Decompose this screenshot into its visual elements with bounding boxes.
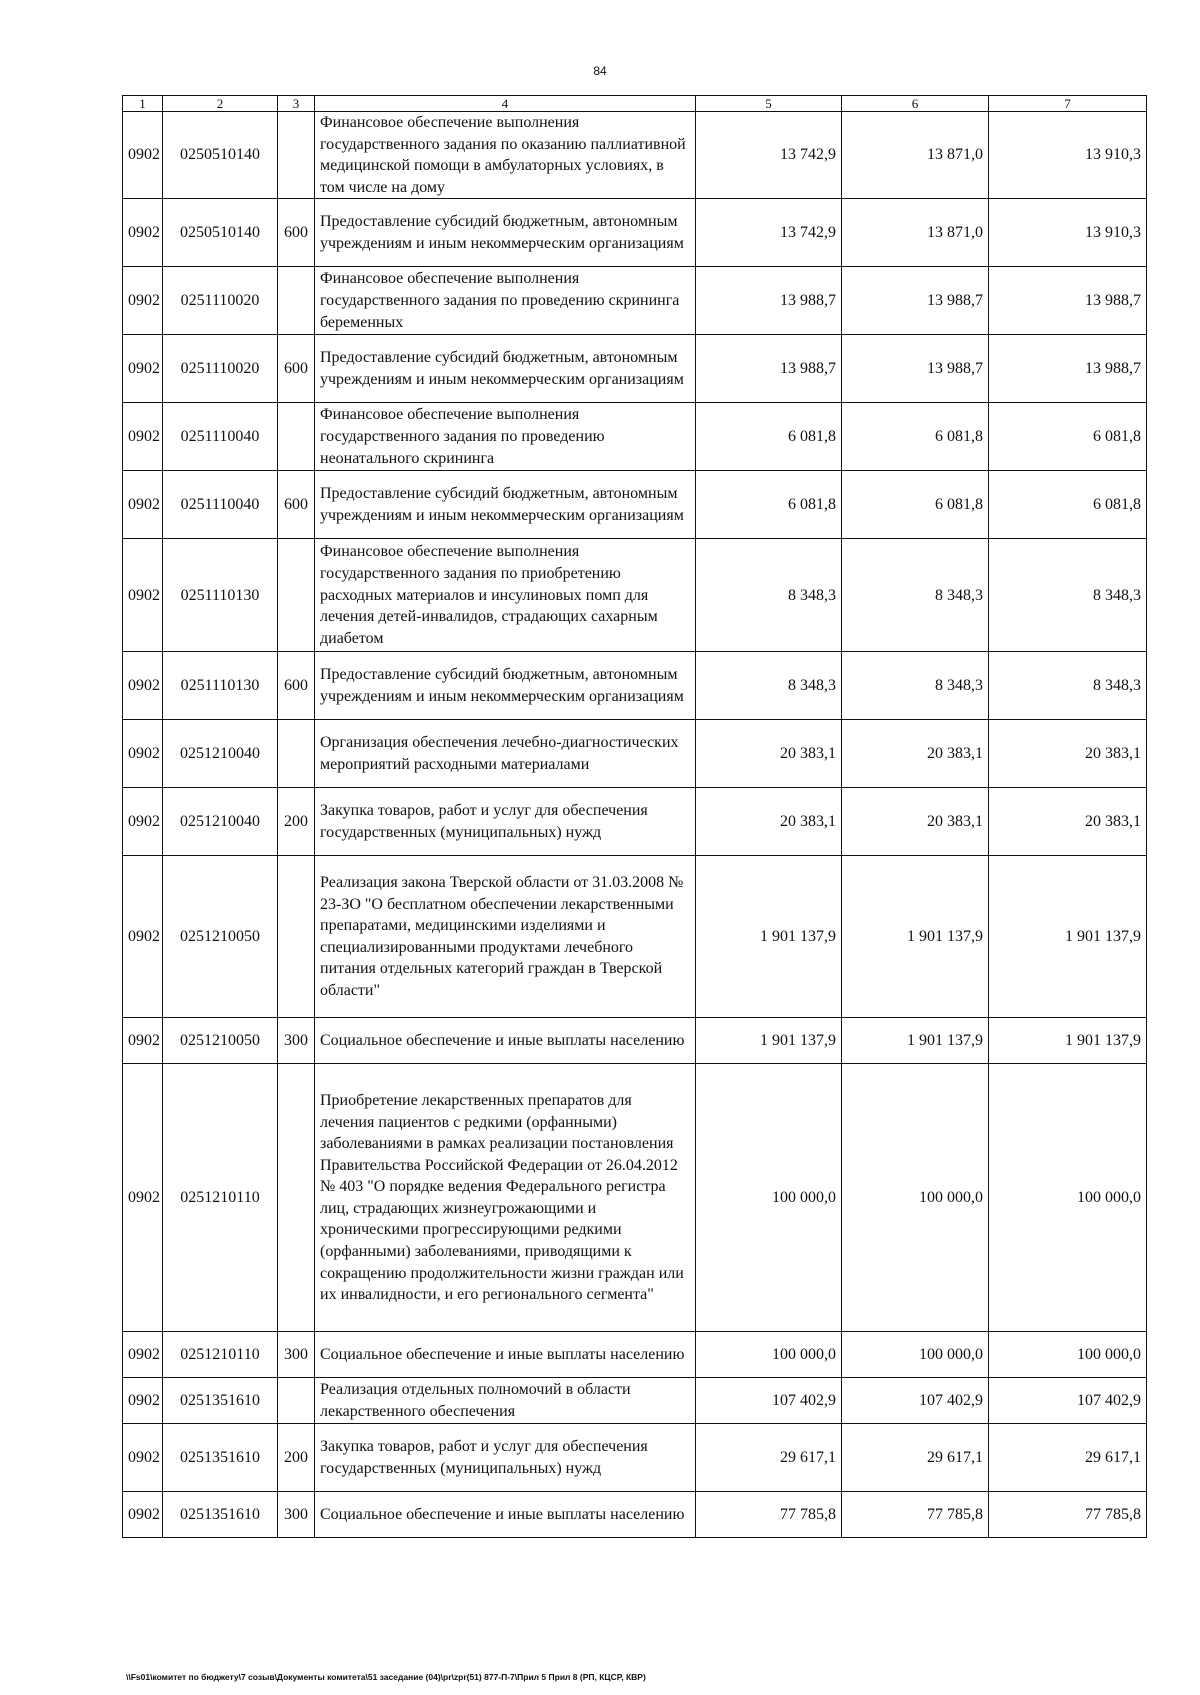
amount-cell-col5: 13 742,9 xyxy=(696,199,842,267)
expense-type-cell: 200 xyxy=(278,1424,315,1492)
expense-type-cell: 300 xyxy=(278,1332,315,1378)
expense-type-cell: 200 xyxy=(278,788,315,856)
amount-cell-col7: 13 988,7 xyxy=(989,267,1147,335)
expense-type-cell: 600 xyxy=(278,335,315,403)
amount-cell-col7: 20 383,1 xyxy=(989,720,1147,788)
amount-cell-col5: 1 901 137,9 xyxy=(696,1018,842,1064)
section-code-cell: 0902 xyxy=(123,1492,163,1538)
table-row xyxy=(123,652,1147,720)
expense-type-cell xyxy=(278,539,315,652)
table-row xyxy=(123,856,1147,1018)
section-code-cell: 0902 xyxy=(123,539,163,652)
expense-type-cell xyxy=(278,112,315,199)
amount-cell-col6: 1 901 137,9 xyxy=(842,1018,989,1064)
table-row xyxy=(123,720,1147,788)
amount-cell-col5: 13 742,9 xyxy=(696,112,842,199)
amount-cell-col5: 13 988,7 xyxy=(696,335,842,403)
amount-cell-col7: 13 988,7 xyxy=(989,335,1147,403)
header-cell: 2 xyxy=(163,96,278,112)
amount-cell-col6: 20 383,1 xyxy=(842,720,989,788)
amount-cell-col5: 20 383,1 xyxy=(696,788,842,856)
amount-cell-col6: 100 000,0 xyxy=(842,1064,989,1332)
amount-cell-col6: 1 901 137,9 xyxy=(842,856,989,1018)
target-code-cell: 0251210050 xyxy=(163,1018,278,1064)
table-row xyxy=(123,471,1147,539)
target-code-cell: 0251351610 xyxy=(163,1424,278,1492)
table-row xyxy=(123,1332,1147,1378)
table-row xyxy=(123,1492,1147,1538)
budget-table xyxy=(122,95,1147,1538)
amount-cell-col7: 8 348,3 xyxy=(989,539,1147,652)
description-cell: Реализация закона Тверской области от 31.03.2008 № 23-ЗО "О бесплатном обеспечении лекарственными препаратами, медицинскими изделиями и специализированными продуктами лечебного питания отдельных категорий граждан в Тверской области" xyxy=(315,856,696,1018)
table-row xyxy=(123,1424,1147,1492)
header-cell: 6 xyxy=(842,96,989,112)
header-cell: 5 xyxy=(696,96,842,112)
expense-type-cell: 600 xyxy=(278,652,315,720)
description-cell: Реализация отдельных полномочий в области лекарственного обеспечения xyxy=(315,1378,696,1424)
table-row xyxy=(123,335,1147,403)
amount-cell-col5: 8 348,3 xyxy=(696,539,842,652)
table-row xyxy=(123,539,1147,652)
section-code-cell: 0902 xyxy=(123,199,163,267)
description-cell: Финансовое обеспечение выполнения государственного задания по проведению неонатального скрининга xyxy=(315,403,696,471)
target-code-cell: 0251210040 xyxy=(163,720,278,788)
amount-cell-col6: 107 402,9 xyxy=(842,1378,989,1424)
description-cell: Социальное обеспечение и иные выплаты населению xyxy=(315,1018,696,1064)
header-cell: 7 xyxy=(989,96,1147,112)
description-cell: Финансовое обеспечение выполнения государственного задания по оказанию паллиативной медицинской помощи в амбулаторных условиях, в том числе на дому xyxy=(315,112,696,199)
expense-type-cell: 300 xyxy=(278,1492,315,1538)
description-cell: Предоставление субсидий бюджетным, автономным учреждениям и иным некоммерческим организациям xyxy=(315,471,696,539)
amount-cell-col5: 6 081,8 xyxy=(696,403,842,471)
amount-cell-col7: 8 348,3 xyxy=(989,652,1147,720)
section-code-cell: 0902 xyxy=(123,112,163,199)
amount-cell-col6: 13 871,0 xyxy=(842,112,989,199)
amount-cell-col5: 6 081,8 xyxy=(696,471,842,539)
amount-cell-col5: 77 785,8 xyxy=(696,1492,842,1538)
description-cell: Предоставление субсидий бюджетным, автономным учреждениям и иным некоммерческим организациям xyxy=(315,652,696,720)
section-code-cell: 0902 xyxy=(123,856,163,1018)
header-cell: 4 xyxy=(315,96,696,112)
section-code-cell: 0902 xyxy=(123,267,163,335)
expense-type-cell xyxy=(278,856,315,1018)
expense-type-cell: 600 xyxy=(278,471,315,539)
description-cell: Финансовое обеспечение выполнения государственного задания по приобретению расходных материалов и инсулиновых помп для лечения детей-инвалидов, страдающих сахарным диабетом xyxy=(315,539,696,652)
description-cell: Социальное обеспечение и иные выплаты населению xyxy=(315,1492,696,1538)
expense-type-cell xyxy=(278,1064,315,1332)
amount-cell-col5: 100 000,0 xyxy=(696,1064,842,1332)
target-code-cell: 0251210110 xyxy=(163,1332,278,1378)
description-cell: Приобретение лекарственных препаратов для лечения пациентов с редкими (орфанными) заболеваниями в рамках реализации постановления Правительства Российской Федерации от 26.04.2012 № 403 "О порядке ведения Федерального регистра лиц, страдающих жизнеугрожающими и хроническими прогрессирующими редкими (орфанными) заболеваниями, приводящими к сокращению продолжительности жизни граждан или их инвалидности, и его регионального сегмента" xyxy=(315,1064,696,1332)
target-code-cell: 0251110040 xyxy=(163,403,278,471)
amount-cell-col7: 20 383,1 xyxy=(989,788,1147,856)
amount-cell-col7: 1 901 137,9 xyxy=(989,856,1147,1018)
amount-cell-col6: 20 383,1 xyxy=(842,788,989,856)
description-cell: Предоставление субсидий бюджетным, автономным учреждениям и иным некоммерческим организациям xyxy=(315,335,696,403)
section-code-cell: 0902 xyxy=(123,1064,163,1332)
amount-cell-col7: 6 081,8 xyxy=(989,403,1147,471)
amount-cell-col7: 29 617,1 xyxy=(989,1424,1147,1492)
description-cell: Закупка товаров, работ и услуг для обеспечения государственных (муниципальных) нужд xyxy=(315,788,696,856)
amount-cell-col7: 77 785,8 xyxy=(989,1492,1147,1538)
section-code-cell: 0902 xyxy=(123,788,163,856)
header-cell: 3 xyxy=(278,96,315,112)
amount-cell-col5: 8 348,3 xyxy=(696,652,842,720)
amount-cell-col7: 1 901 137,9 xyxy=(989,1018,1147,1064)
table-row xyxy=(123,199,1147,267)
page-number: 84 xyxy=(593,64,607,78)
amount-cell-col6: 100 000,0 xyxy=(842,1332,989,1378)
amount-cell-col7: 6 081,8 xyxy=(989,471,1147,539)
section-code-cell: 0902 xyxy=(123,403,163,471)
header-cell: 1 xyxy=(123,96,163,112)
table-row xyxy=(123,1064,1147,1332)
target-code-cell: 0251351610 xyxy=(163,1378,278,1424)
section-code-cell: 0902 xyxy=(123,652,163,720)
section-code-cell: 0902 xyxy=(123,1424,163,1492)
target-code-cell: 0251210110 xyxy=(163,1064,278,1332)
expense-type-cell: 300 xyxy=(278,1018,315,1064)
amount-cell-col6: 13 988,7 xyxy=(842,267,989,335)
amount-cell-col5: 29 617,1 xyxy=(696,1424,842,1492)
expense-type-cell: 600 xyxy=(278,199,315,267)
amount-cell-col7: 100 000,0 xyxy=(989,1064,1147,1332)
target-code-cell: 0251351610 xyxy=(163,1492,278,1538)
amount-cell-col6: 77 785,8 xyxy=(842,1492,989,1538)
table-row xyxy=(123,1378,1147,1424)
section-code-cell: 0902 xyxy=(123,1018,163,1064)
target-code-cell: 0250510140 xyxy=(163,112,278,199)
target-code-cell: 0250510140 xyxy=(163,199,278,267)
section-code-cell: 0902 xyxy=(123,335,163,403)
target-code-cell: 0251110130 xyxy=(163,652,278,720)
header-row xyxy=(123,96,1147,112)
section-code-cell: 0902 xyxy=(123,720,163,788)
amount-cell-col6: 6 081,8 xyxy=(842,403,989,471)
amount-cell-col5: 100 000,0 xyxy=(696,1332,842,1378)
target-code-cell: 0251110040 xyxy=(163,471,278,539)
expense-type-cell xyxy=(278,267,315,335)
amount-cell-col7: 13 910,3 xyxy=(989,112,1147,199)
description-cell: Организация обеспечения лечебно-диагностических мероприятий расходными материалами xyxy=(315,720,696,788)
amount-cell-col6: 29 617,1 xyxy=(842,1424,989,1492)
amount-cell-col5: 1 901 137,9 xyxy=(696,856,842,1018)
amount-cell-col5: 13 988,7 xyxy=(696,267,842,335)
target-code-cell: 0251210040 xyxy=(163,788,278,856)
table-row xyxy=(123,788,1147,856)
amount-cell-col6: 8 348,3 xyxy=(842,652,989,720)
expense-type-cell xyxy=(278,403,315,471)
amount-cell-col5: 20 383,1 xyxy=(696,720,842,788)
amount-cell-col6: 13 988,7 xyxy=(842,335,989,403)
target-code-cell: 0251110020 xyxy=(163,335,278,403)
description-cell: Финансовое обеспечение выполнения государственного задания по проведению скрининга беременных xyxy=(315,267,696,335)
expense-type-cell xyxy=(278,1378,315,1424)
file-path-footer: \\Fs01\комитет по бюджету\7 созыв\Документы комитета\51 заседание (04)\pr\zpr(51) 877-П-7\Прил 5 Прил 8 (РП, КЦСР, КВР) xyxy=(126,1672,646,1682)
target-code-cell: 0251110130 xyxy=(163,539,278,652)
amount-cell-col7: 13 910,3 xyxy=(989,199,1147,267)
amount-cell-col7: 107 402,9 xyxy=(989,1378,1147,1424)
table-row xyxy=(123,112,1147,199)
description-cell: Закупка товаров, работ и услуг для обеспечения государственных (муниципальных) нужд xyxy=(315,1424,696,1492)
description-cell: Социальное обеспечение и иные выплаты населению xyxy=(315,1332,696,1378)
table-row xyxy=(123,1018,1147,1064)
amount-cell-col7: 100 000,0 xyxy=(989,1332,1147,1378)
amount-cell-col6: 6 081,8 xyxy=(842,471,989,539)
expense-type-cell xyxy=(278,720,315,788)
amount-cell-col5: 107 402,9 xyxy=(696,1378,842,1424)
section-code-cell: 0902 xyxy=(123,471,163,539)
amount-cell-col6: 8 348,3 xyxy=(842,539,989,652)
amount-cell-col6: 13 871,0 xyxy=(842,199,989,267)
section-code-cell: 0902 xyxy=(123,1332,163,1378)
section-code-cell: 0902 xyxy=(123,1378,163,1424)
table-row xyxy=(123,403,1147,471)
target-code-cell: 0251110020 xyxy=(163,267,278,335)
description-cell: Предоставление субсидий бюджетным, автономным учреждениям и иным некоммерческим организациям xyxy=(315,199,696,267)
target-code-cell: 0251210050 xyxy=(163,856,278,1018)
table-row xyxy=(123,267,1147,335)
